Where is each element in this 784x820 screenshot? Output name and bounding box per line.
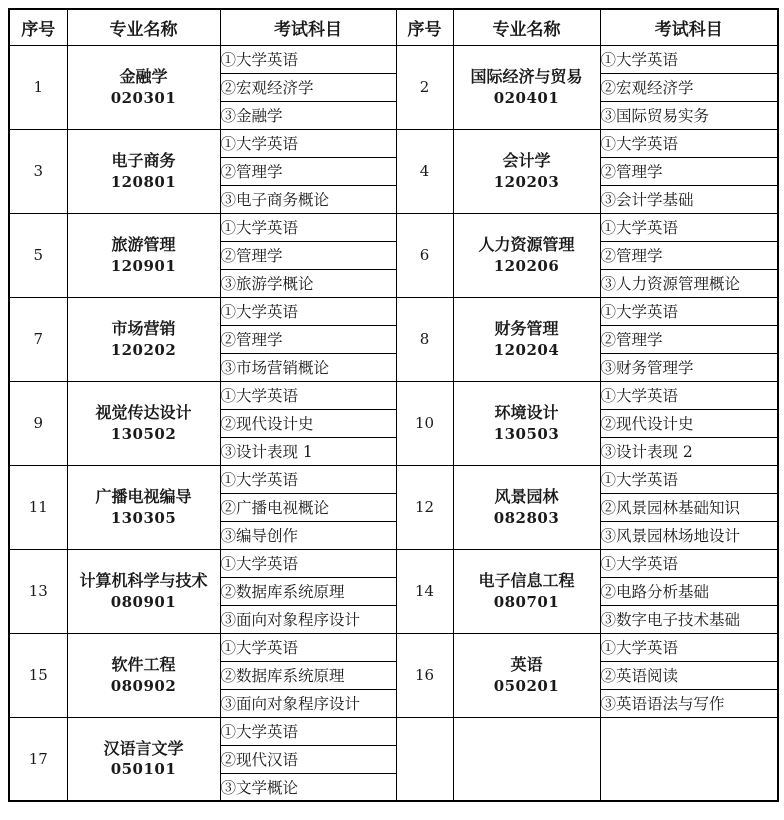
major-name: 环境设计 — [494, 403, 559, 423]
exam-subject: ②管理学 — [600, 241, 778, 269]
seq-number: 8 — [396, 297, 453, 381]
seq-number: 6 — [396, 213, 453, 297]
seq-number: 16 — [396, 633, 453, 717]
major-name: 财务管理 — [494, 319, 559, 339]
table-row — [9, 381, 778, 409]
header-seq-right: 序号 — [396, 9, 453, 45]
header-row — [9, 9, 778, 45]
exam-subject: ①大学英语 — [600, 633, 778, 661]
exam-subject: ③国际贸易实务 — [600, 101, 778, 129]
seq-number: 4 — [396, 129, 453, 213]
exam-subject: ①大学英语 — [600, 465, 778, 493]
exam-subject: ②现代设计史 — [600, 409, 778, 437]
exam-subject: ①大学英语 — [220, 381, 396, 409]
major-cell — [67, 297, 220, 381]
header-subjects-left: 考试科目 — [220, 9, 396, 45]
exam-subject: ③市场营销概论 — [220, 353, 396, 381]
seq-number: 17 — [9, 717, 67, 801]
exam-subject-empty — [600, 717, 778, 801]
major-cell — [67, 549, 220, 633]
major-code: 120203 — [493, 172, 560, 191]
exam-subject: ①大学英语 — [220, 633, 396, 661]
major-code: 120206 — [493, 256, 560, 275]
exam-subject: ②广播电视概论 — [220, 493, 396, 521]
exam-subject: ③编导创作 — [220, 521, 396, 549]
exam-subject: ③金融学 — [220, 101, 396, 129]
exam-subject: ③旅游学概论 — [220, 269, 396, 297]
major-code: 120204 — [493, 340, 560, 359]
exam-subject: ①大学英语 — [220, 465, 396, 493]
table-row — [9, 465, 778, 493]
major-name: 国际经济与贸易 — [470, 67, 583, 87]
exam-subjects-table — [8, 8, 779, 802]
major-code: 130502 — [110, 424, 177, 443]
table-row — [9, 129, 778, 157]
major-cell — [67, 213, 220, 297]
major-name: 金融学 — [119, 67, 168, 87]
exam-subject: ①大学英语 — [220, 45, 396, 73]
major-code: 120801 — [110, 172, 177, 191]
seq-number: 12 — [396, 465, 453, 549]
table-row — [9, 297, 778, 325]
major-name: 视觉传达设计 — [95, 403, 192, 423]
major-code: 020401 — [493, 88, 560, 107]
major-name: 软件工程 — [111, 655, 176, 675]
major-code: 080901 — [110, 592, 177, 611]
exam-subject: ①大学英语 — [600, 297, 778, 325]
seq-number: 13 — [9, 549, 67, 633]
exam-subject: ②管理学 — [600, 157, 778, 185]
major-code: 120901 — [110, 256, 177, 275]
seq-number: 5 — [9, 213, 67, 297]
major-name: 市场营销 — [111, 319, 176, 339]
major-name: 人力资源管理 — [478, 235, 575, 255]
major-cell — [67, 129, 220, 213]
exam-subject: ①大学英语 — [220, 129, 396, 157]
major-name: 英语 — [510, 655, 543, 675]
exam-subject: ①大学英语 — [600, 45, 778, 73]
table-row — [9, 633, 778, 661]
exam-subject: ②管理学 — [220, 157, 396, 185]
exam-subject: ③面向对象程序设计 — [220, 689, 396, 717]
major-cell — [453, 213, 600, 297]
exam-subject: ③面向对象程序设计 — [220, 605, 396, 633]
table-body — [9, 45, 778, 801]
exam-subject: ②电路分析基础 — [600, 577, 778, 605]
major-cell — [453, 465, 600, 549]
major-code: 050101 — [110, 760, 177, 779]
exam-subject: ②英语阅读 — [600, 661, 778, 689]
table-row — [9, 549, 778, 577]
major-name: 汉语言文学 — [103, 738, 184, 758]
exam-subject: ③风景园林场地设计 — [600, 521, 778, 549]
major-cell — [453, 717, 600, 801]
exam-subject: ①大学英语 — [220, 297, 396, 325]
seq-number: 14 — [396, 549, 453, 633]
exam-subject: ①大学英语 — [600, 213, 778, 241]
seq-number: 10 — [396, 381, 453, 465]
major-cell — [453, 129, 600, 213]
exam-subject: ③英语语法与写作 — [600, 689, 778, 717]
major-name: 电子商务 — [111, 151, 176, 171]
major-cell — [67, 381, 220, 465]
exam-subject: ③财务管理学 — [600, 353, 778, 381]
major-name: 旅游管理 — [111, 235, 176, 255]
major-name: 广播电视编导 — [95, 487, 192, 507]
exam-subject: ②现代设计史 — [220, 409, 396, 437]
exam-subject: ②数据库系统原理 — [220, 661, 396, 689]
exam-subject: ①大学英语 — [220, 213, 396, 241]
header-subjects-right: 考试科目 — [600, 9, 778, 45]
seq-number: 11 — [9, 465, 67, 549]
exam-subject: ①大学英语 — [220, 717, 396, 745]
exam-subject: ②现代汉语 — [220, 745, 396, 773]
table-row — [9, 213, 778, 241]
major-code: 050201 — [493, 676, 560, 695]
table-header — [9, 9, 778, 45]
exam-subject: ③设计表现 1 — [220, 437, 396, 465]
exam-subject: ②宏观经济学 — [600, 73, 778, 101]
major-cell — [67, 633, 220, 717]
exam-subject: ③人力资源管理概论 — [600, 269, 778, 297]
major-code: 082803 — [493, 508, 560, 527]
major-cell — [453, 381, 600, 465]
major-code: 130503 — [493, 424, 560, 443]
exam-subject: ②风景园林基础知识 — [600, 493, 778, 521]
header-major-right: 专业名称 — [453, 9, 600, 45]
exam-subject: ②管理学 — [600, 325, 778, 353]
exam-subject: ②数据库系统原理 — [220, 577, 396, 605]
major-cell — [67, 717, 220, 801]
exam-subject: ③数字电子技术基础 — [600, 605, 778, 633]
major-cell — [453, 633, 600, 717]
seq-number — [396, 717, 453, 801]
major-cell — [453, 549, 600, 633]
major-code: 080902 — [110, 676, 177, 695]
major-code: 020301 — [110, 88, 177, 107]
exam-subject: ①大学英语 — [600, 381, 778, 409]
seq-number: 1 — [9, 45, 67, 129]
exam-subject: ①大学英语 — [220, 549, 396, 577]
header-seq-left: 序号 — [9, 9, 67, 45]
major-code: 080701 — [493, 592, 560, 611]
exam-subject: ③设计表现 2 — [600, 437, 778, 465]
exam-subject: ③会计学基础 — [600, 185, 778, 213]
header-major-left: 专业名称 — [67, 9, 220, 45]
major-name: 风景园林 — [494, 487, 559, 507]
major-cell — [453, 297, 600, 381]
major-cell — [67, 465, 220, 549]
major-code: 130305 — [110, 508, 177, 527]
major-cell — [453, 45, 600, 129]
table-row — [9, 717, 778, 745]
exam-subject: ①大学英语 — [600, 549, 778, 577]
exam-subject: ③电子商务概论 — [220, 185, 396, 213]
major-code: 120202 — [110, 340, 177, 359]
major-name: 会计学 — [502, 151, 551, 171]
seq-number: 15 — [9, 633, 67, 717]
seq-number: 2 — [396, 45, 453, 129]
exam-subject: ①大学英语 — [600, 129, 778, 157]
seq-number: 9 — [9, 381, 67, 465]
major-cell — [67, 45, 220, 129]
seq-number: 7 — [9, 297, 67, 381]
exam-subject: ②管理学 — [220, 325, 396, 353]
major-name: 计算机科学与技术 — [79, 571, 208, 591]
exam-subject: ②宏观经济学 — [220, 73, 396, 101]
major-name: 电子信息工程 — [478, 571, 575, 591]
exam-subject: ②管理学 — [220, 241, 396, 269]
exam-subject: ③文学概论 — [220, 773, 396, 801]
seq-number: 3 — [9, 129, 67, 213]
table-row — [9, 45, 778, 73]
